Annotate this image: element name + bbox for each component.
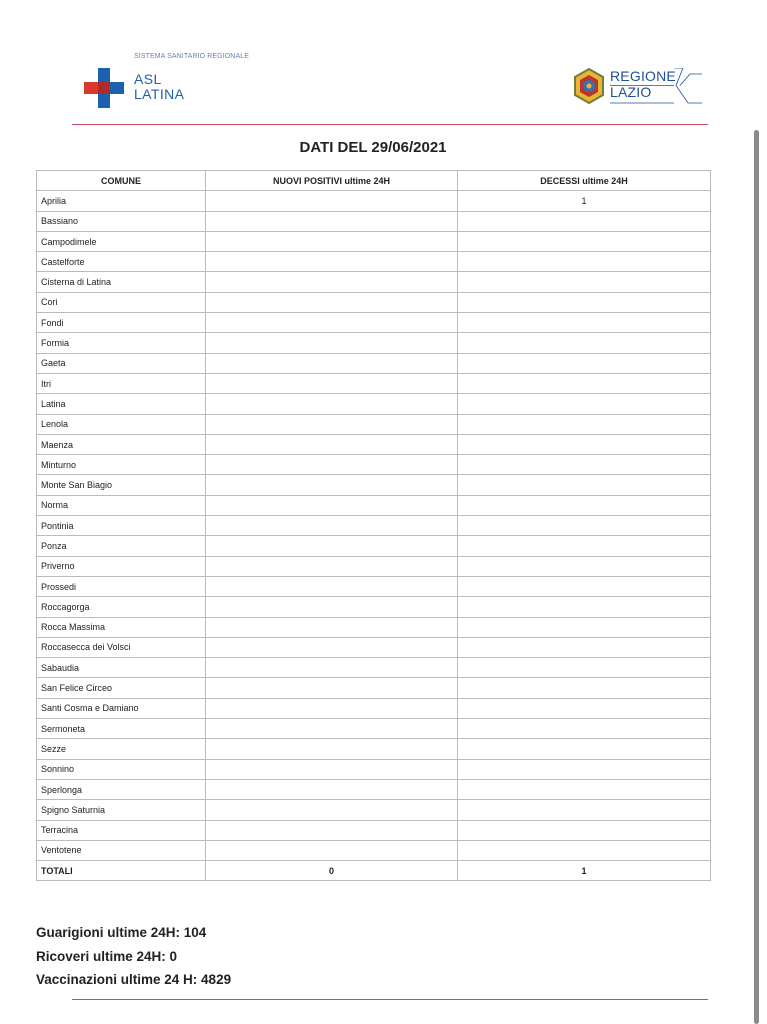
asl-name-line2: LATINA — [134, 86, 185, 102]
cell-comune: Formia — [37, 333, 206, 353]
cell-decessi — [458, 576, 711, 596]
cell-comune: Itri — [37, 373, 206, 393]
cell-nuovi-positivi — [206, 779, 458, 799]
totals-row — [37, 861, 711, 881]
asl-latina-logo — [84, 52, 264, 112]
table-row — [37, 658, 711, 678]
cell-nuovi-positivi — [206, 759, 458, 779]
table-row — [37, 719, 711, 739]
cell-nuovi-positivi — [206, 495, 458, 515]
cell-nuovi-positivi — [206, 678, 458, 698]
table-row — [37, 739, 711, 759]
table-row — [37, 292, 711, 312]
table-row — [37, 678, 711, 698]
cell-comune: Sonnino — [37, 759, 206, 779]
cell-comune: Rocca Massima — [37, 617, 206, 637]
cell-nuovi-positivi — [206, 637, 458, 657]
cell-nuovi-positivi — [206, 272, 458, 292]
cell-decessi — [458, 800, 711, 820]
regione-lazio-logo — [572, 68, 702, 108]
cell-nuovi-positivi — [206, 556, 458, 576]
cell-decessi — [458, 779, 711, 799]
cell-decessi — [458, 617, 711, 637]
cell-comune: TOTALI — [37, 861, 206, 881]
cell-nuovi-positivi — [206, 597, 458, 617]
cell-nuovi-positivi — [206, 536, 458, 556]
cell-comune: Spigno Saturnia — [37, 800, 206, 820]
table-row — [37, 211, 711, 231]
lazio-text-line1: REGIONE — [610, 68, 676, 84]
cell-decessi — [458, 313, 711, 333]
cell-decessi — [458, 475, 711, 495]
table-row — [37, 495, 711, 515]
cell-decessi — [458, 373, 711, 393]
page-title: DATI DEL 29/06/2021 — [299, 139, 447, 156]
cell-nuovi-positivi — [206, 617, 458, 637]
table-row — [37, 333, 711, 353]
cell-nuovi-positivi — [206, 292, 458, 312]
cell-comune: San Felice Circeo — [37, 678, 206, 698]
cell-nuovi-positivi — [206, 455, 458, 475]
cell-decessi — [458, 353, 711, 373]
cell-decessi — [458, 252, 711, 272]
table-row — [37, 840, 711, 860]
cell-nuovi-positivi — [206, 800, 458, 820]
cell-nuovi-positivi: 0 — [206, 861, 458, 881]
cell-comune: Pontinia — [37, 516, 206, 536]
cell-comune: Castelforte — [37, 252, 206, 272]
table-row — [37, 231, 711, 251]
cell-nuovi-positivi — [206, 516, 458, 536]
cell-comune: Prossedi — [37, 576, 206, 596]
table-row — [37, 516, 711, 536]
cell-comune: Sperlonga — [37, 779, 206, 799]
lazio-text-line2: LAZIO — [610, 84, 652, 100]
cell-nuovi-positivi — [206, 576, 458, 596]
lazio-lines-decoration — [610, 68, 702, 104]
cell-decessi — [458, 231, 711, 251]
cell-comune: Maenza — [37, 434, 206, 454]
cell-nuovi-positivi — [206, 373, 458, 393]
covid-data-table — [36, 170, 711, 881]
table-row — [37, 779, 711, 799]
cell-decessi — [458, 272, 711, 292]
cell-nuovi-positivi — [206, 252, 458, 272]
cell-nuovi-positivi — [206, 313, 458, 333]
table-row — [37, 597, 711, 617]
cell-comune: Santi Cosma e Damiano — [37, 698, 206, 718]
header-rule — [72, 124, 708, 125]
table-row — [37, 475, 711, 495]
cell-nuovi-positivi — [206, 231, 458, 251]
cell-comune: Ventotene — [37, 840, 206, 860]
cell-comune: Cisterna di Latina — [37, 272, 206, 292]
cell-decessi — [458, 495, 711, 515]
cell-nuovi-positivi — [206, 211, 458, 231]
cell-comune: Aprilia — [37, 191, 206, 211]
cell-comune: Ponza — [37, 536, 206, 556]
cell-decessi: 1 — [458, 191, 711, 211]
table-row — [37, 353, 711, 373]
stat-guarigioni: Guarigioni ultime 24H: 104 — [36, 925, 207, 940]
cell-decessi — [458, 516, 711, 536]
cell-nuovi-positivi — [206, 333, 458, 353]
table-row — [37, 536, 711, 556]
cell-nuovi-positivi — [206, 191, 458, 211]
table-row — [37, 698, 711, 718]
cell-nuovi-positivi — [206, 353, 458, 373]
cell-comune: Lenola — [37, 414, 206, 434]
table-row — [37, 252, 711, 272]
table-row — [37, 394, 711, 414]
col-header-comune: COMUNE — [37, 171, 206, 191]
table-row — [37, 556, 711, 576]
table-row — [37, 820, 711, 840]
cell-decessi — [458, 333, 711, 353]
cell-nuovi-positivi — [206, 739, 458, 759]
cell-comune: Gaeta — [37, 353, 206, 373]
cell-comune: Sermoneta — [37, 719, 206, 739]
cell-nuovi-positivi — [206, 658, 458, 678]
scrollbar[interactable] — [754, 130, 759, 1024]
asl-name-line1: ASL — [134, 71, 162, 87]
cell-decessi — [458, 698, 711, 718]
cell-comune: Latina — [37, 394, 206, 414]
footer-rule — [72, 999, 708, 1000]
col-header-decessi: DECESSI ultime 24H — [458, 171, 711, 191]
cell-decessi — [458, 414, 711, 434]
asl-system-label: SISTEMA SANITARIO REGIONALE — [134, 53, 249, 60]
asl-name — [134, 72, 184, 102]
cell-decessi — [458, 394, 711, 414]
cell-decessi — [458, 820, 711, 840]
cell-decessi — [458, 719, 711, 739]
table-row — [37, 759, 711, 779]
col-header-nuovi-positivi: NUOVI POSITIVI ultime 24H — [206, 171, 458, 191]
cell-decessi — [458, 739, 711, 759]
stat-ricoveri: Ricoveri ultime 24H: 0 — [36, 948, 178, 964]
cell-comune: Fondi — [37, 313, 206, 333]
table-header-row — [37, 171, 711, 191]
cell-comune: Roccasecca dei Volsci — [37, 637, 206, 657]
table-row — [37, 191, 711, 211]
cell-comune: Minturno — [37, 455, 206, 475]
cell-nuovi-positivi — [206, 840, 458, 860]
table-row — [37, 617, 711, 637]
cell-nuovi-positivi — [206, 475, 458, 495]
cell-nuovi-positivi — [206, 414, 458, 434]
cell-decessi — [458, 759, 711, 779]
table-row — [37, 373, 711, 393]
cell-decessi — [458, 292, 711, 312]
cell-decessi — [458, 637, 711, 657]
cell-decessi — [458, 658, 711, 678]
stat-vaccinazioni: Vaccinazioni ultime 24 H: 4829 — [36, 972, 232, 987]
cell-decessi — [458, 211, 711, 231]
cell-comune: Bassiano — [37, 211, 206, 231]
lazio-emblem-icon — [572, 68, 606, 104]
cell-decessi — [458, 434, 711, 454]
asl-cross-icon — [84, 68, 124, 108]
cell-comune: Terracina — [37, 820, 206, 840]
table-row — [37, 637, 711, 657]
cell-comune: Campodimele — [37, 231, 206, 251]
table-row — [37, 434, 711, 454]
cell-comune: Priverno — [37, 556, 206, 576]
cell-comune: Sabaudia — [37, 658, 206, 678]
cell-nuovi-positivi — [206, 719, 458, 739]
cell-comune: Monte San Biagio — [37, 475, 206, 495]
table-row — [37, 455, 711, 475]
cell-decessi — [458, 536, 711, 556]
cell-nuovi-positivi — [206, 698, 458, 718]
table-row — [37, 576, 711, 596]
cell-decessi — [458, 597, 711, 617]
cell-nuovi-positivi — [206, 394, 458, 414]
cell-comune: Norma — [37, 495, 206, 515]
table-row — [37, 313, 711, 333]
table-row — [37, 272, 711, 292]
table-row — [37, 414, 711, 434]
cell-nuovi-positivi — [206, 434, 458, 454]
table-row — [37, 800, 711, 820]
cell-decessi — [458, 840, 711, 860]
cell-decessi — [458, 455, 711, 475]
table-body — [37, 191, 711, 881]
cell-decessi: 1 — [458, 861, 711, 881]
cell-comune: Cori — [37, 292, 206, 312]
cell-comune: Roccagorga — [37, 597, 206, 617]
cell-decessi — [458, 678, 711, 698]
cell-nuovi-positivi — [206, 820, 458, 840]
cell-decessi — [458, 556, 711, 576]
cell-comune: Sezze — [37, 739, 206, 759]
footer-stats — [36, 921, 231, 992]
